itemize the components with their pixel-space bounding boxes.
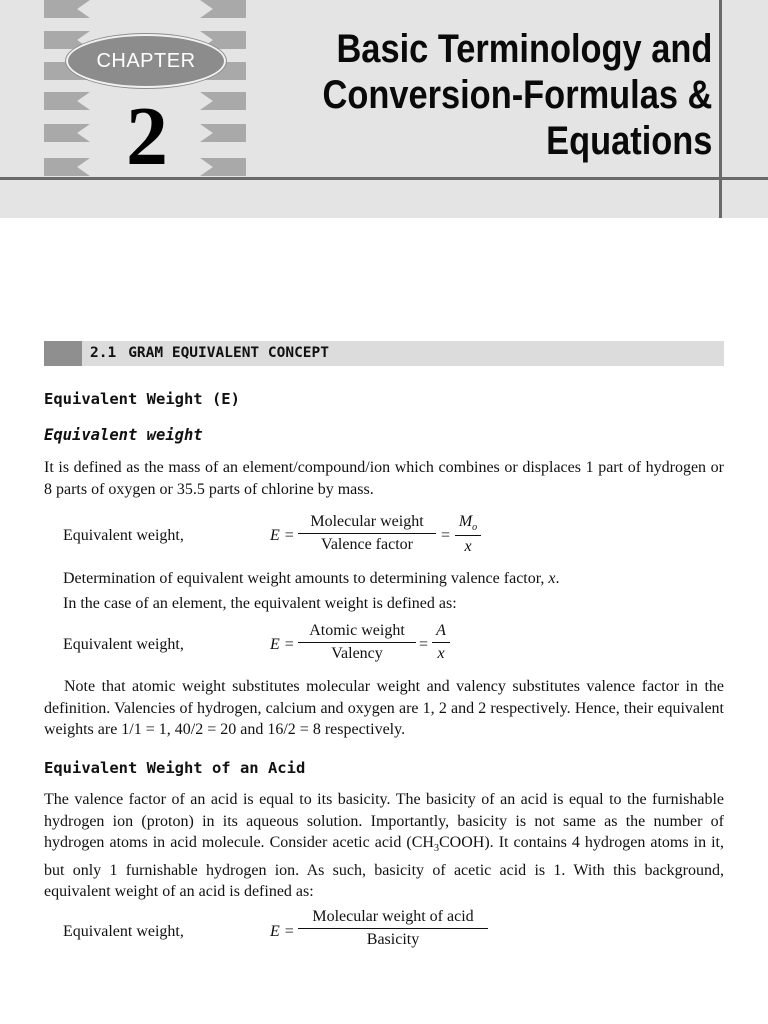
subscript-o: o xyxy=(472,522,478,534)
symbol-m: M xyxy=(458,513,473,530)
equation-equivalent-weight-molecular xyxy=(0,513,768,561)
fraction-atomic-valency xyxy=(298,622,416,663)
decorative-tab xyxy=(200,0,246,18)
symbol-x: x xyxy=(548,570,556,587)
fraction-molecular-valence xyxy=(298,513,436,554)
text-run: Determination of equivalent weight amounts to determining valence factor, xyxy=(63,570,549,587)
decorative-tab xyxy=(44,0,90,18)
fraction-denominator: Valency xyxy=(331,645,383,662)
section-number: 2.1 xyxy=(90,345,117,361)
equation-lhs: E = xyxy=(270,527,295,544)
equation-equivalent-weight-acid xyxy=(0,908,768,956)
equation-lhs: E = xyxy=(270,923,295,940)
paragraph-acid xyxy=(44,789,724,903)
subheading-equivalent-weight-italic: Equivalent weight xyxy=(44,426,203,444)
fraction-numerator: Molecular weight xyxy=(298,513,436,534)
equals-sign: = xyxy=(419,636,429,653)
paragraph-definition: It is defined as the mass of an element/compound/ion which combines or displaces 1 part of hydrogen or 8 parts of oxygen or 35.5 parts of chlorine by mass. xyxy=(44,459,724,498)
chapter-title-line: Conversion-Formulas & xyxy=(322,73,712,117)
section-title: GRAM EQUIVALENT CONCEPT xyxy=(128,345,329,361)
fraction-denominator: Basicity xyxy=(366,931,420,948)
fraction-denominator: Valence factor xyxy=(321,536,413,553)
fraction-numerator xyxy=(455,513,481,536)
fraction-numerator: Molecular weight of acid xyxy=(298,908,488,929)
fraction-numerator: Atomic weight xyxy=(298,622,416,643)
subheading-equivalent-weight: Equivalent Weight (E) xyxy=(44,390,240,408)
text-determination xyxy=(63,568,560,589)
text-run: COOH). It contains 4 hydrogen atoms in it, but only 1 furnishable hydrogen ion. As such, basicity of acetic acid is 1. With this background, equivalent weight of an acid is defined as: xyxy=(44,834,725,901)
fraction-a-x xyxy=(432,622,450,663)
fraction-mo-x xyxy=(455,513,481,556)
subheading-equivalent-weight-acid: Equivalent Weight of an Acid xyxy=(44,759,306,777)
chapter-title-line: Basic Terminology and xyxy=(336,27,712,71)
decorative-tab xyxy=(200,158,246,176)
paragraph-note: Note that atomic weight substitutes molecular weight and valency substitutes valence factor in the definition. Valencies of hydrogen, calcium and oxygen are 1, 2 and 2 respectively. Hence, their equivalent weights are 1/1 = 1, 40/2 = 20 and 16/2 = 8 respectively. xyxy=(44,678,724,738)
fraction-denominator: x xyxy=(437,645,445,662)
equation-label: Equivalent weight, xyxy=(63,636,184,653)
fraction-molecular-basicity xyxy=(298,908,488,949)
section-marker xyxy=(44,341,82,366)
chapter-number: 2 xyxy=(126,90,168,183)
text-run: . xyxy=(555,570,560,587)
equation-label: Equivalent weight, xyxy=(63,923,184,940)
subscript-3: 3 xyxy=(433,843,439,855)
decorative-tabs-right xyxy=(200,0,248,180)
decorative-tabs-left xyxy=(42,0,90,180)
decorative-tab xyxy=(200,124,246,142)
chapter-title-line: Equations xyxy=(545,119,712,163)
decorative-tab xyxy=(44,158,90,176)
decorative-tab xyxy=(44,124,90,142)
equation-label: Equivalent weight, xyxy=(63,527,184,544)
chapter-title xyxy=(322,26,712,164)
header-divider-vertical xyxy=(719,0,722,218)
decorative-tab xyxy=(200,92,246,110)
text-run: The valence factor of an acid is equal to its basicity. The basicity of an acid is equal to the furnishable hydrogen ion (proton) in its aqueous solution. Importantly, basicity is not same as the number of hydrogen atoms in acid molecule. Consider acetic acid (CH xyxy=(44,791,724,851)
section-heading-bar xyxy=(44,341,724,366)
equation-lhs: E = xyxy=(270,636,295,653)
fraction-numerator: A xyxy=(432,622,450,643)
fraction-denominator: x xyxy=(464,538,472,556)
decorative-tab xyxy=(44,92,90,110)
section-heading xyxy=(90,341,329,366)
chapter-label: CHAPTER xyxy=(96,49,196,72)
text-element-case: In the case of an element, the equivalent weight is defined as: xyxy=(63,595,457,612)
equals-sign: = xyxy=(441,527,451,544)
chapter-label-badge xyxy=(66,34,226,88)
equation-equivalent-weight-atomic xyxy=(0,622,768,670)
